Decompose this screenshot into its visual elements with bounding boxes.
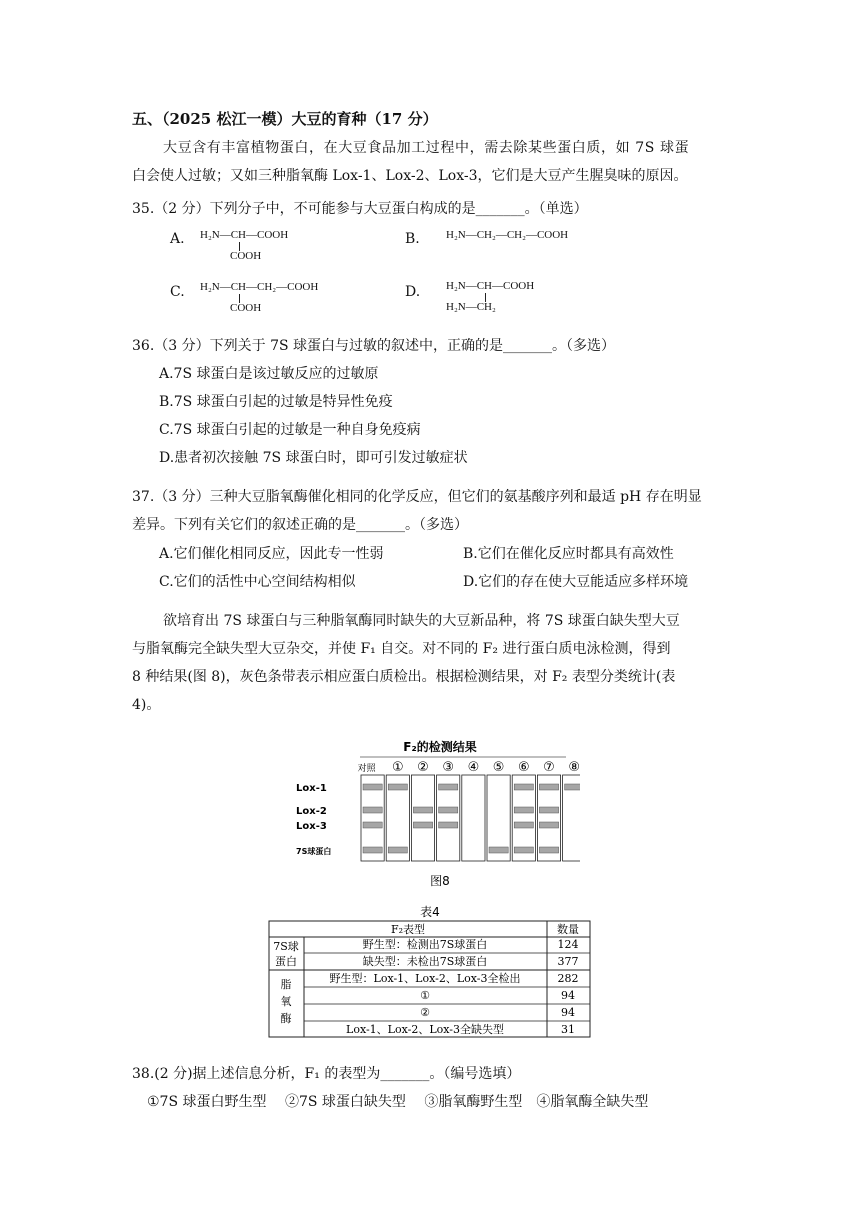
table-row-label: ①: [420, 989, 430, 1002]
table-row-count: 282: [557, 972, 579, 985]
q36-stem: 36.（3 分）下列关于 7S 球蛋白与过敏的叙述中，正确的是_______。（多选）: [132, 338, 616, 354]
table-row-count: 94: [561, 1006, 575, 1019]
gel-band: [514, 784, 533, 790]
gel-lane: [462, 775, 485, 861]
table-row-count: 31: [561, 1023, 575, 1036]
gel-column-label: ③: [442, 760, 455, 775]
gel-band: [439, 807, 458, 813]
table-svg: [268, 902, 598, 1042]
table-row-label: 野生型：Lox-1、Lox-2、Lox-3全检出: [329, 972, 521, 985]
gel-column-label: ④: [467, 760, 480, 775]
gel-band: [539, 822, 558, 828]
gel-band: [514, 822, 533, 828]
gel-band: [439, 822, 458, 828]
molecule-a-main: H₂N—CH—COOH: [200, 229, 289, 241]
q35-label-c: C.: [170, 284, 185, 300]
table-group-lox: 脂氧酶: [280, 978, 292, 1025]
gel-column-label: 对照: [357, 764, 376, 774]
molecule-c-side: COOH: [230, 302, 262, 314]
table-row-label: ②: [420, 1006, 430, 1019]
gel-band: [539, 807, 558, 813]
gel-band: [539, 847, 558, 853]
table-header-phenotype: F₂表型: [390, 923, 426, 936]
molecule-d: [446, 280, 566, 316]
gel-band: [363, 847, 382, 853]
gel-title: F₂的检测结果: [403, 740, 477, 754]
gel-figure: [290, 735, 580, 897]
q38-options: ①7S 球蛋白野生型 ②7S 球蛋白缺失型 ③脂氧酶野生型 ④脂氧酶全缺失型: [147, 1094, 649, 1110]
para2-line-1: 欲培育出 7S 球蛋白与三种脂氧酶同时缺失的大豆新品种，将 7S 球蛋白缺失型大豆: [163, 613, 680, 629]
gel-column-label: ⑥: [517, 760, 530, 775]
gel-band: [363, 784, 382, 790]
q36-option-a: A.7S 球蛋白是该过敏反应的过敏原: [159, 366, 379, 382]
q36-option-d: D.患者初次接触 7S 球蛋白时，即可引发过敏症状: [159, 450, 468, 466]
gel-band: [514, 847, 533, 853]
q35-label-d: D.: [405, 284, 421, 300]
gel-band: [565, 784, 580, 790]
table-title: 表4: [420, 905, 440, 919]
gel-band: [413, 807, 432, 813]
figure-caption: 图8: [430, 874, 450, 888]
gel-column-label: ①: [391, 760, 404, 775]
gel-row-label: Lox-2: [296, 806, 327, 817]
q37-option-b: B.它们在催化反应时都具有高效性: [463, 546, 674, 562]
gel-row-label: 7S球蛋白: [296, 847, 332, 856]
gel-row-label: Lox-1: [296, 783, 327, 794]
molecule-d-main: H₂N—CH—COOH: [446, 280, 535, 292]
q37-stem-line-2: 差异。下列有关它们的叙述正确的是_______。（多选）: [132, 517, 468, 533]
gel-band: [413, 822, 432, 828]
q38-stem: 38.(2 分)据上述信息分析，F₁ 的表型为_______。（编号选填）: [132, 1066, 521, 1082]
table-row-count: 94: [561, 989, 575, 1002]
gel-band: [363, 807, 382, 813]
gel-column-label: ⑧: [568, 760, 580, 775]
gel-band: [388, 847, 407, 853]
gel-column-label: ⑤: [492, 760, 505, 775]
para2-line-3: 8 种结果(图 8)，灰色条带表示相应蛋白质检出。根据检测结果，对 F₂ 表型分类统计(表: [132, 669, 676, 685]
table-group-7s: 7S球蛋白: [273, 940, 299, 968]
table-row-count: 377: [557, 955, 579, 968]
q36-option-b: B.7S 球蛋白引起的过敏是特异性免疫: [159, 394, 393, 410]
para2-line-4: 4)。: [132, 697, 161, 713]
q35-label-a: A.: [170, 231, 185, 247]
q37-stem-line-1: 37.（3 分）三种大豆脂氧酶催化相同的化学反应，但它们的氨基酸序列和最适 pH 存在明显: [132, 489, 702, 505]
table-row-count: 124: [557, 938, 579, 951]
gel-band: [514, 807, 533, 813]
intro-line-2: 白会使人过敏；又如三种脂氧酶 Lox-1、Lox-2、Lox-3，它们是大豆产生腥臭味的原因。: [132, 168, 688, 184]
para2-line-2: 与脂氧酶完全缺失型大豆杂交，并使 F₁ 自交。对不同的 F₂ 进行蛋白质电泳检测，得到: [132, 641, 671, 657]
molecule-b: [446, 229, 586, 249]
table-row-label: 野生型：检测出7S球蛋白: [362, 938, 488, 951]
gel-svg: [290, 735, 580, 893]
molecule-d-side: H₂N—CH₂: [446, 301, 496, 313]
table-header-count: 数量: [557, 923, 579, 936]
molecule-a-side: COOH: [230, 250, 262, 262]
table-4: [268, 902, 598, 1046]
q36-option-c: C.7S 球蛋白引起的过敏是一种自身免疫病: [159, 422, 421, 438]
gel-lane: [411, 775, 434, 861]
gel-band: [439, 784, 458, 790]
section-title: 五、（2025 松江一模）大豆的育种（17 分）: [132, 110, 438, 128]
q35-stem: 35.（2 分）下列分子中，不可能参与大豆蛋白构成的是_______。（单选）: [132, 201, 588, 217]
gel-band: [388, 784, 407, 790]
gel-band: [489, 847, 508, 853]
gel-band: [539, 784, 558, 790]
q37-option-c: C.它们的活性中心空间结构相似: [159, 574, 356, 590]
gel-column-label: ⑦: [543, 760, 555, 775]
molecule-c: [200, 281, 340, 317]
molecule-a: [200, 229, 320, 265]
q37-option-d: D.它们的存在使大豆能适应多样环境: [463, 574, 689, 590]
table-row-label: 缺失型：未检出7S球蛋白: [362, 955, 488, 968]
molecule-b-main: H₂N—CH₂—CH₂—COOH: [446, 229, 569, 241]
q37-option-a: A.它们催化相同反应，因此专一性弱: [159, 546, 384, 562]
molecule-c-main: H₂N—CH—CH₂—COOH: [200, 281, 319, 293]
gel-row-label: Lox-3: [296, 821, 327, 832]
gel-column-label: ②: [417, 760, 429, 775]
q35-label-b: B.: [405, 231, 420, 247]
intro-line-1: 大豆含有丰富植物蛋白，在大豆食品加工过程中，需去除某些蛋白质，如 7S 球蛋: [163, 140, 690, 156]
gel-band: [363, 822, 382, 828]
table-row-label: Lox-1、Lox-2、Lox-3全缺失型: [346, 1023, 504, 1036]
